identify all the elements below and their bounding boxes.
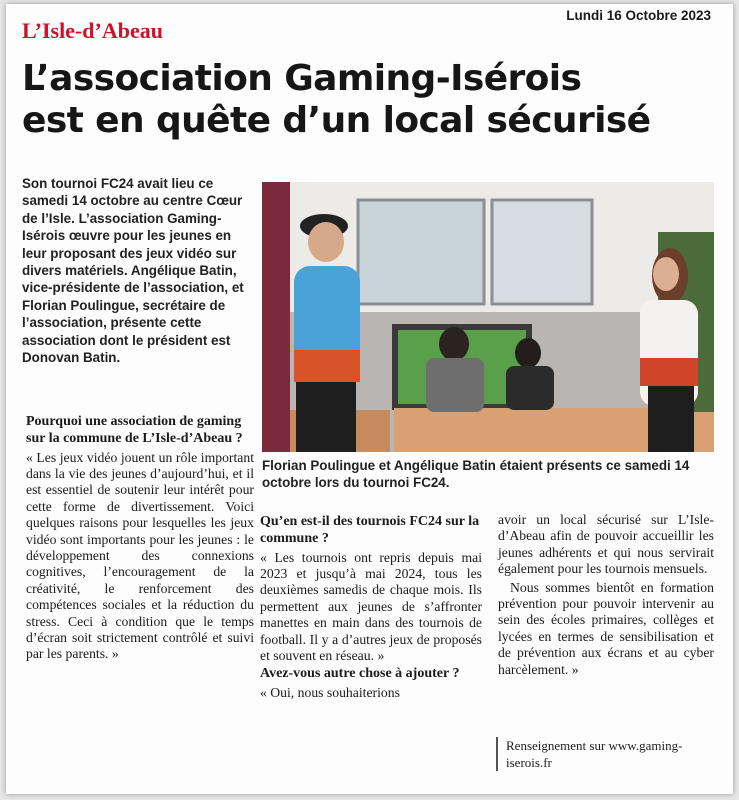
article-headline — [22, 58, 712, 142]
photo-illustration — [262, 182, 714, 452]
publication-date: Lundi 16 Octobre 2023 — [566, 8, 711, 23]
article-column-3 — [498, 512, 714, 680]
interview-answer-3-end: Nous sommes bientôt en formation prévention pour pouvoir intervenir au sein des écoles primaires, collèges et lycées en termes de sensibilisation et de prévention aux écrans et au cyber harcèlement. » — [498, 579, 714, 677]
headline-line-1: L’association Gaming-Isérois — [22, 58, 582, 99]
interview-question-2: Qu’en est-il des tournois FC24 sur la commune ? — [260, 514, 480, 546]
interview-answer-3-start: « Oui, nous souhaiterions — [260, 685, 400, 701]
interview-answer-1: « Les jeux vidéo jouent un rôle important dans la vie des jeunes d’aujourd’hui, et il est essentiel de soutenir leur intérêt pour cette forme de divertissement. Voici quelques raisons pour lesquelles les jeux vidéo sont importants pour les jeunes : le développement des connexions cognitives, l’encouragement de la créativité, le renforcement des compétences sociales et la réduction du stress. Ceci à condition que le temps d’écran soit strictement contrôlé et suivi par les parents. » — [26, 449, 254, 662]
interview-answer-3-continued: avoir un local sécurisé sur L’Isle-d’Abeau afin de pouvoir accueillir les jeunes adhérents et qui nous servirait également pour les tournois mensuels. — [498, 512, 714, 577]
interview-question-3: Avez-vous autre chose à ajouter ? — [260, 666, 460, 682]
town-rubric: L’Isle-d’Abeau — [22, 18, 163, 43]
article-photo — [262, 182, 714, 452]
interview-question-1: Pourquoi une association de gaming sur la commune de L’Isle-d’Abeau ? — [26, 414, 243, 446]
article-lead: Son tournoi FC24 avait lieu ce samedi 14 octobre au centre Cœur de l’Isle. L’association Gaming-Isérois œuvre pour les jeunes en leur proposant des jeux vidéo sur divers matériels. Angélique Batin, vice-présidente de l’association, et Florian Poulingue, secrétaire de l’association, présente cette association dont le président est Donovan Batin. — [22, 176, 244, 366]
info-website: Renseignement sur www.gaming-iserois.fr — [506, 738, 683, 770]
interview-answer-2: « Les tournois ont repris depuis mai 2023 et jusqu’à mai 2024, tous les deuxièmes samedis de chaque mois. Ils permettent aux jeunes de s’affronter manettes en main dans des tournois de football. Il y a d’autres jeux de proposés et souvent en réseau. » — [260, 549, 482, 664]
info-divider — [496, 737, 498, 771]
photo-caption: Florian Poulingue et Angélique Batin étaient présents ce samedi 14 octobre lors du tournoi FC24. — [262, 458, 690, 491]
article-column-1 — [26, 412, 254, 665]
article-column-2 — [260, 512, 482, 704]
headline-line-2: est en quête d’un local sécurisé — [22, 100, 651, 141]
